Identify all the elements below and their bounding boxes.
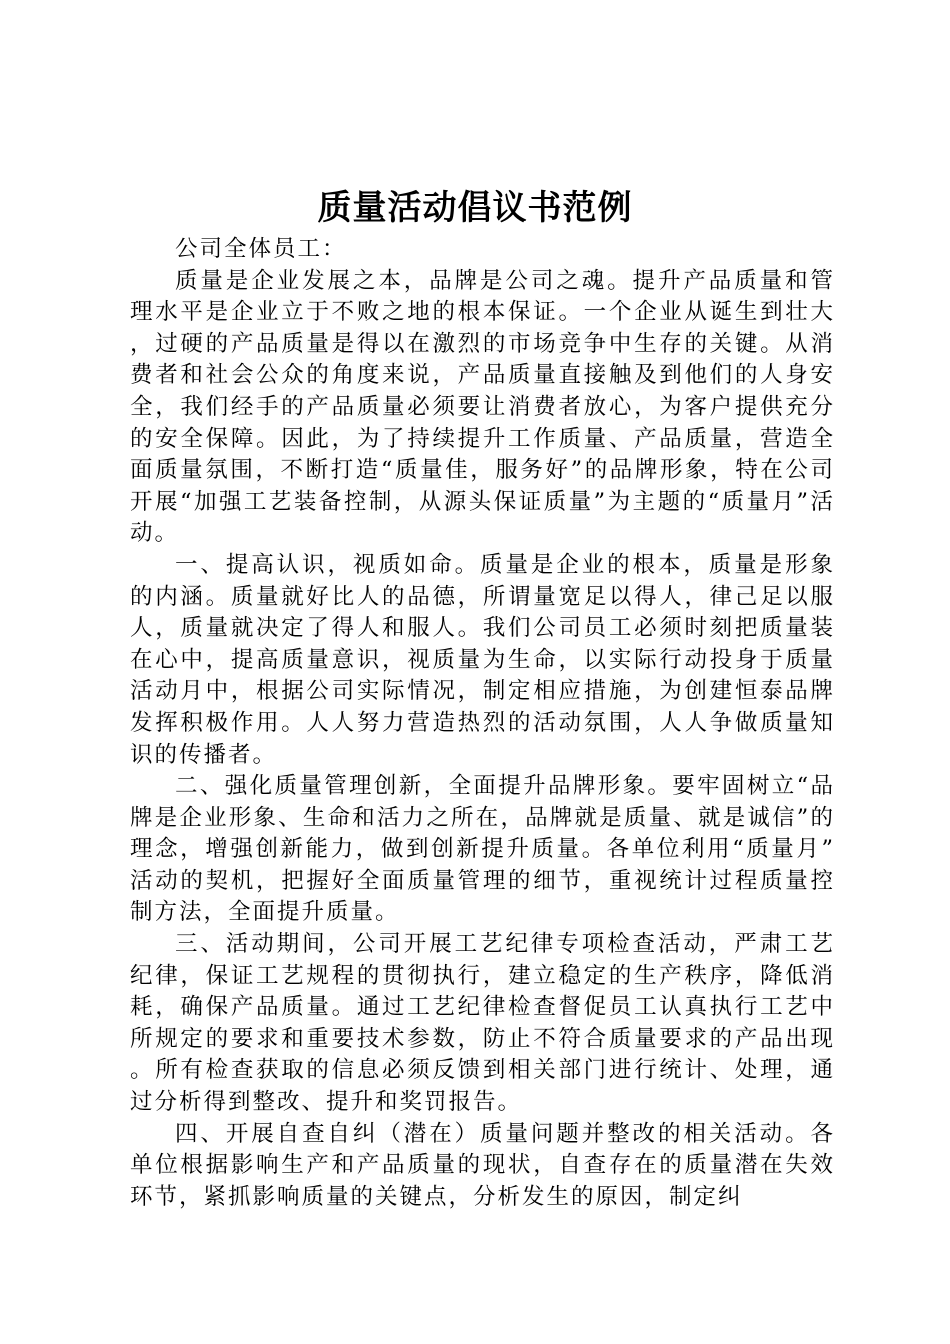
paragraph-section-3: 三、活动期间，公司开展工艺纪律专项检查活动，严肃工艺纪律，保证工艺规程的贯彻执行，建立稳定的生产秩序，降低消耗，确保产品质量。通过工艺纪律检查督促员工认真执行工艺中所规定的要求和重要技术参数，防止不符合质量要求的产品出现。所有检查获取的信息必须反馈到相关部门进行统计、处理，通过分析得到整改、提升和奖罚报告。 [130, 931, 835, 1116]
paragraph-section-2: 二、强化质量管理创新，全面提升品牌形象。要牢固树立“品牌是企业形象、生命和活力之所在，品牌就是质量、就是诚信”的理念，增强创新能力，做到创新提升质量。各单位利用“质量月”活动的契机，把握好全面质量管理的细节，重视统计过程质量控制方法，全面提升质量。 [130, 773, 835, 926]
paragraph-intro: 质量是企业发展之本，品牌是公司之魂。提升产品质量和管理水平是企业立于不败之地的根本保证。一个企业从诞生到壮大，过硬的产品质量是得以在激烈的市场竞争中生存的关键。从消费者和社会公众的角度来说，产品质量直接触及到他们的人身安全，我们经手的产品质量必须要让消费者放心，为客户提供充分的安全保障。因此，为了持续提升工作质量、产品质量，营造全面质量氛围，不断打造“质量佳，服务好”的品牌形象，特在公司开展“加强工艺装备控制，从源头保证质量”为主题的“质量月”活动。 [130, 267, 835, 547]
paragraph-section-4: 四、开展自查自纠（潜在）质量问题并整改的相关活动。各单位根据影响生产和产品质量的现状，自查存在的质量潜在失效环节，紧抓影响质量的关键点，分析发生的原因，制定纠 [130, 1120, 835, 1210]
paragraph-section-1: 一、提高认识，视质如命。质量是企业的根本，质量是形象的内涵。质量就好比人的品德，所谓量宽足以得人，律己足以服人，质量就决定了得人和服人。我们公司员工必须时刻把质量装在心中，提高质量意识，视质量为生命，以实际行动投身于质量活动月中，根据公司实际情况，制定相应措施，为创建恒泰品牌发挥积极作用。人人努力营造热烈的活动氛围，人人争做质量知识的传播者。 [130, 551, 835, 768]
salutation: 公司全体员工： [175, 236, 347, 262]
document-title: 质量活动倡议书范例 [317, 188, 633, 228]
document-body [130, 234, 835, 1213]
